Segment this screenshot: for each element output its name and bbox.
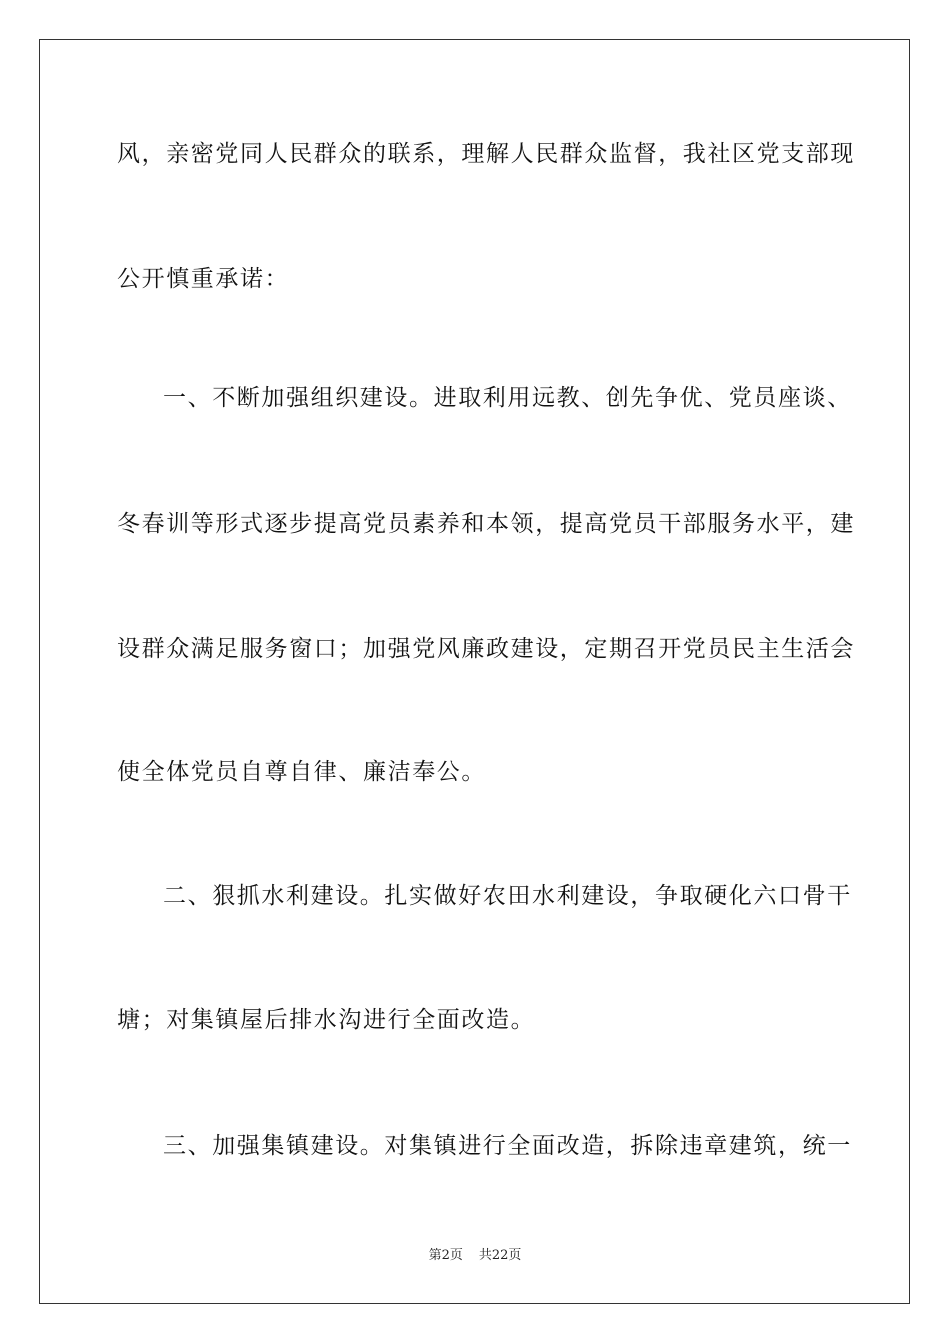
paragraph-start-line: 一、不断加强组织建设。进取利用远教、创先争优、党员座谈、 [163,385,852,411]
body-text-line: 风，亲密党同人民群众的联系，理解人民群众监督，我社区党支部现 [117,141,855,167]
body-text-line: 使全体党员自尊自律、廉洁奉公。 [117,759,486,785]
page-footer [0,1247,950,1265]
paragraph-start-line: 二、狠抓水利建设。扎实做好农田水利建设，争取硬化六口骨干 [163,883,852,909]
body-text-line: 冬春训等形式逐步提高党员素养和本领，提高党员干部服务水平，建 [117,511,855,537]
page-number: 第2页 [428,1248,463,1263]
body-text-line: 设群众满足服务窗口；加强党风廉政建设，定期召开党员民主生活会 [117,636,855,662]
body-text-line: 塘；对集镇屋后排水沟进行全面改造。 [117,1007,536,1033]
paragraph-start-line: 三、加强集镇建设。对集镇进行全面改造，拆除违章建筑，统一 [163,1133,852,1159]
page-border [39,39,910,1304]
body-text-line: 公开慎重承诺： [117,266,290,292]
total-pages: 共22页 [478,1248,522,1263]
